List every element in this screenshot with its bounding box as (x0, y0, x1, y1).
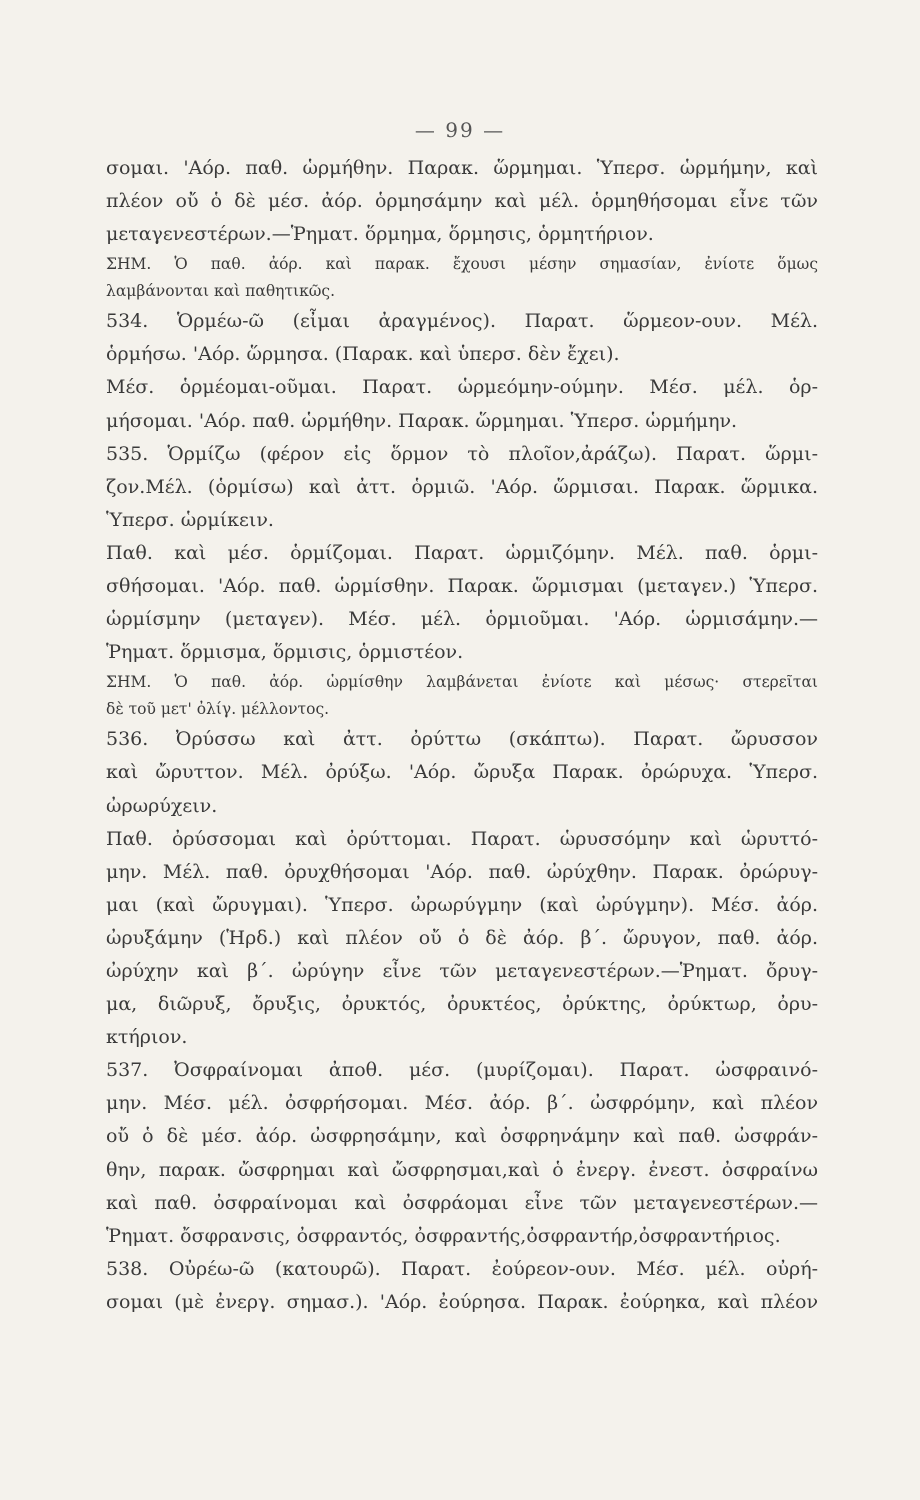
note-line: ΣΗΜ. Ὁ παθ. ἀόρ. ὡρμίσθην λαμβάνεται ἐνίοτε καὶ μέσως· στερεῖται (106, 673, 818, 692)
text-line: 537. Ὀσφραίνομαι ἀποθ. μέσ. (μυρίζομαι). Παρατ. ὠσφραινό- (106, 1059, 818, 1082)
page-number: — 99 — (414, 118, 506, 142)
text-line: Ῥηματ. ὅρμισμα, ὅρμισις, ὁρμιστέον. (106, 641, 464, 664)
text-line: 538. Οὐρέω-ῶ (κατουρῶ). Παρατ. ἐούρεον-ουν. Μέσ. μέλ. οὐρή- (106, 1257, 818, 1280)
text-line: ὠρυξάμην (Ἡρδ.) καὶ πλέον οὔ ὁ δὲ ἀόρ. β΄. ὤρυγον, παθ. ἀόρ. (106, 926, 818, 949)
text-line: 535. Ὁρμίζω (φέρον εἰς ὅρμον τὸ πλοῖον,ἀράζω). Παρατ. ὥρμι- (106, 442, 818, 465)
text-line: οὔ ὁ δὲ μέσ. ἀόρ. ὠσφρησάμην, καὶ ὀσφρηνάμην καὶ παθ. ὠσφράν- (106, 1125, 818, 1148)
note-line: λαμβάνονται καὶ παθητικῶς. (106, 282, 336, 301)
text-line: 534. Ὁρμέω-ῶ (εἶμαι ἀραγμένος). Παρατ. ὥρμεον-ουν. Μέλ. (106, 310, 818, 333)
text-line: Παθ. καὶ μέσ. ὁρμίζομαι. Παρατ. ὡρμιζόμην. Μέλ. παθ. ὁρμι- (106, 541, 818, 564)
text-body (106, 152, 818, 1319)
text-line: θην, παρακ. ὤσφρημαι καὶ ὤσφρησμαι,καὶ ὁ ἐνεργ. ἐνεστ. ὀσφραίνω (106, 1158, 818, 1181)
text-line: ζον.Μέλ. (ὁρμίσω) καὶ ἀττ. ὁρμιῶ. 'Αόρ. ὥρμισαι. Παρακ. ὥρμικα. (106, 475, 818, 498)
text-line: ὡρμίσμην (μεταγεν). Μέσ. μέλ. ὁρμιοῦμαι. 'Αόρ. ὡρμισάμην.— (106, 608, 818, 631)
text-line: 536. Ὀρύσσω καὶ ἀττ. ὀρύττω (σκάπτω). Παρατ. ὤρυσσον (106, 728, 818, 751)
text-line: Ῥηματ. ὄσφρανσις, ὀσφραντός, ὀσφραντής,ὀσφραντήρ,ὀσφραντήριος. (106, 1224, 781, 1247)
text-line: μήσομαι. 'Αόρ. παθ. ὡρμήθην. Παρακ. ὥρμημαι. Ὑπερσ. ὡρμήμην. (106, 409, 738, 432)
text-line: σθήσομαι. 'Αόρ. παθ. ὡρμίσθην. Παρακ. ὥρμισμαι (μεταγεν.) Ὑπερσ. (106, 575, 818, 598)
text-line: κτήριον. (106, 1026, 188, 1049)
text-line: μεταγενεστέρων.—Ῥηματ. ὅρμημα, ὅρμησις, ὁρμητήριον. (106, 223, 654, 246)
text-line: Παθ. ὀρύσσομαι καὶ ὀρύττομαι. Παρατ. ὡρυσσόμην καὶ ὡρυττό- (106, 827, 818, 850)
text-line: σομαι. 'Αόρ. παθ. ὡρμήθην. Παρακ. ὥρμημαι. Ὑπερσ. ὡρμήμην, καὶ (106, 157, 818, 179)
text-line: μαι (καὶ ὤρυγμαι). Ὑπερσ. ὠρωρύγμην (καὶ ὠρύγμην). Μέσ. ἀόρ. (106, 893, 818, 916)
text-line: καὶ ὤρυττον. Μέλ. ὀρύξω. 'Αόρ. ὤρυξα Παρακ. ὀρώρυχα. Ὑπερσ. (106, 761, 818, 784)
text-line: σομαι (μὲ ἐνεργ. σημασ.). 'Αόρ. ἐούρησα. Παρακ. ἐούρηκα, καὶ πλέον (106, 1290, 818, 1313)
text-line: μην. Μέλ. παθ. ὀρυχθήσομαι 'Αόρ. παθ. ὠρύχθην. Παρακ. ὀρώρυγ- (106, 860, 818, 883)
text-line: μην. Μέσ. μέλ. ὀσφρήσομαι. Μέσ. ἀόρ. β΄. ὠσφρόμην, καὶ πλέον (106, 1092, 818, 1115)
note-line: δὲ τοῦ μετ' ὀλίγ. μέλλοντος. (106, 700, 330, 719)
text-line: ὠρύχην καὶ β΄. ὠρύγην εἶνε τῶν μεταγενεστέρων.—Ῥηματ. ὄρυγ- (106, 959, 818, 982)
text-line: μα, διῶρυξ, ὄρυξις, ὀρυκτός, ὀρυκτέος, ὀρύκτης, ὀρύκτωρ, ὀρυ- (106, 993, 818, 1016)
text-line: πλέον οὔ ὁ δὲ μέσ. ἀόρ. ὁρμησάμην καὶ μέλ. ὁρμηθήσομαι εἶνε τῶν (106, 190, 818, 213)
note-line: ΣΗΜ. Ὁ παθ. ἀόρ. καὶ παρακ. ἔχουσι μέσην σημασίαν, ἐνίοτε ὅμως (106, 255, 818, 274)
text-line: Μέσ. ὁρμέομαι-οῦμαι. Παρατ. ὡρμεόμην-ούμην. Μέσ. μέλ. ὁρ- (106, 376, 818, 399)
text-line: ὠρωρύχειν. (106, 794, 218, 817)
text-line: καὶ παθ. ὀσφραίνομαι καὶ ὀσφράομαι εἶνε τῶν μεταγενεστέρων.— (106, 1191, 818, 1214)
text-line: Ὑπερσ. ὡρμίκειν. (106, 508, 274, 531)
text-line: ὁρμήσω. 'Αόρ. ὥρμησα. (Παρακ. καὶ ὑπερσ. δὲν ἔχει). (106, 343, 620, 366)
